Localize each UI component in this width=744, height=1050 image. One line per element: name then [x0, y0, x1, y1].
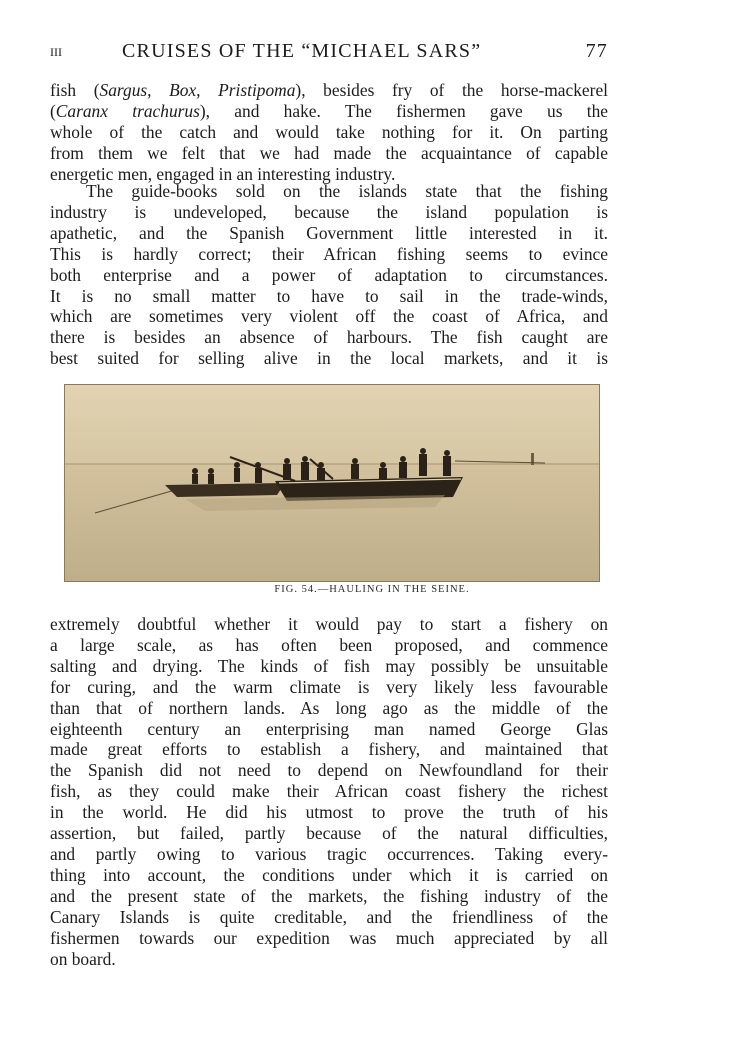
text-line: both enterprise and a power of adaptation to circumstances. — [50, 264, 608, 285]
boat-back — [165, 483, 285, 497]
text-line: and partly owing to various tragic occurrences. Taking every- — [50, 843, 608, 864]
text-line: a large scale, as has often been proposed, and commence — [50, 634, 608, 655]
text-line: The guide-books sold on the islands state that the fishing — [86, 181, 608, 201]
paragraph-2 — [50, 181, 608, 369]
page-number: 77 — [585, 40, 608, 62]
text-line: for curing, and the warm climate is very likely less favourable — [50, 676, 608, 697]
text-line: salting and drying. The kinds of fish may possibly be unsuitable — [50, 655, 608, 676]
text-line: than that of northern lands. As long ago as the middle of the — [50, 697, 608, 718]
text-line: apathetic, and the Spanish Government little interested in it. — [50, 222, 608, 243]
text-line: from them we felt that we had made the acquaintance of capable — [50, 142, 608, 163]
text-line: made great efforts to establish a fishery, and maintained that — [50, 739, 608, 760]
text-line: eighteenth century an enterprising man named George Glas — [50, 718, 608, 739]
text-line: extremely doubtful whether it would pay to start a fishery on — [50, 614, 608, 634]
species-name: Caranx trachurus — [55, 100, 200, 121]
sky — [65, 385, 599, 465]
text-line: industry is undeveloped, because the island population is — [50, 201, 608, 222]
text-line: which are sometimes very violent off the coast of Africa, and — [50, 306, 608, 327]
text-line: on board. — [50, 948, 116, 969]
species-names: Sargus, Box, Pristipoma — [99, 80, 296, 100]
text-line: (Caranx trachurus), and hake. The fishermen gave us the — [50, 100, 609, 121]
chapter-number: III — [50, 45, 62, 59]
text-line: whole of the catch and would take nothing for it. On parting — [50, 121, 608, 142]
text-line: fish (Sargus, Box, Pristipoma), besides fry of the horse-mackerel — [50, 80, 608, 100]
text-line: best suited for selling alive in the local markets, and it is — [50, 348, 608, 369]
text-line: thing into account, the conditions under which it is carried on — [50, 864, 608, 885]
paragraph-1 — [50, 80, 608, 185]
text-line: the Spanish did not need to depend on Newfoundland for their — [50, 760, 608, 781]
figure-caption: FIG. 54.—HAULING IN THE SEINE. — [274, 584, 470, 595]
text-line: fishermen towards our expedition was much appreciated by all — [50, 927, 608, 948]
text-line: and the present state of the markets, the fishing industry of the — [50, 885, 608, 906]
running-title: CRUISES OF THE “MICHAEL SARS” — [122, 40, 482, 62]
text-line: energetic men, engaged in an interesting industry. — [50, 163, 396, 184]
text-line: there is besides an absence of harbours. The fish caught are — [50, 327, 608, 348]
text-line: fish, as they could make their African coast fishery the richest — [50, 781, 608, 802]
text-line: Canary Islands is quite creditable, and the friendliness of the — [50, 906, 608, 927]
running-header — [50, 38, 608, 66]
paragraph-3 — [50, 614, 608, 969]
text-line: This is hardly correct; their African fishing seems to evince — [50, 243, 608, 264]
text-line: assertion, but failed, partly because of the natural difficulties, — [50, 823, 608, 844]
fishermen-boats-illustration — [65, 385, 599, 581]
text-line: in the world. He did his utmost to prove the truth of his — [50, 802, 608, 823]
figure-photo-seine — [64, 384, 600, 582]
text-line: It is no small matter to have to sail in the trade-winds, — [50, 285, 608, 306]
